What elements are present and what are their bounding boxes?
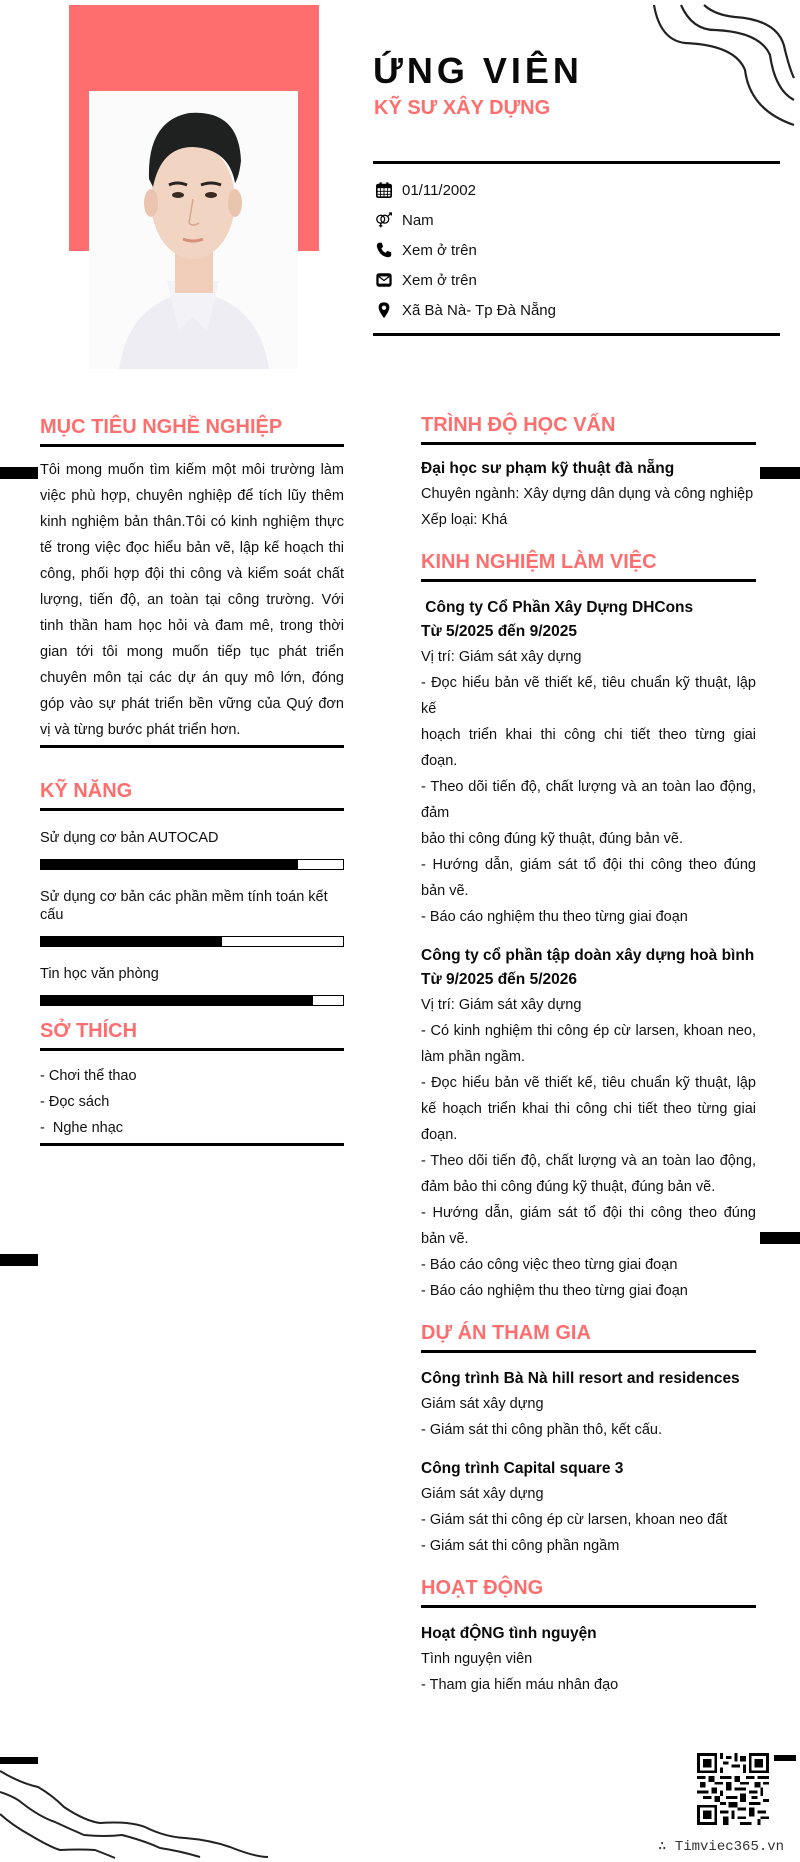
skill-item: [40, 965, 344, 1006]
education-section: [421, 412, 756, 533]
skill-progress-fill: [41, 860, 298, 869]
activity-detail-line: - Tham gia hiến máu nhân đạo: [421, 1677, 619, 1693]
job-entry: [421, 596, 756, 930]
wave-decoration-bottom-left: [0, 1765, 270, 1862]
skill-progress-fill: [41, 937, 222, 946]
job-detail-line: - Báo cáo công việc theo từng giai đoạn: [421, 1257, 678, 1273]
job-period: Từ 5/2025 đến 9/2025: [421, 623, 577, 640]
job-company: Công ty Cổ Phần Xây Dựng DHCons: [421, 599, 694, 616]
skill-progress-bar: [40, 936, 344, 947]
hobby-item: - Chơi thể thao: [40, 1068, 137, 1084]
job-detail-line: - Có kinh nghiệm thi công ép cừ larsen, khoan neo, làm phần ngầm.: [421, 1023, 756, 1065]
project-name: Công trình Bà Nà hill resort and residences: [421, 1370, 740, 1387]
contact-email[interactable]: [374, 265, 774, 295]
hobby-item: - Nghe nhạc: [40, 1120, 124, 1136]
project-role: Giám sát xây dựng: [421, 1396, 544, 1412]
job-entry: [421, 944, 756, 1304]
job-detail-line: - Đọc hiểu bản vẽ thiết kế, tiêu chuẩn kỹ thuật, lập kế hoạch triển khai thi công chi tiết theo từng giai đoạn.: [421, 1075, 756, 1143]
objective-title: MỤC TIÊU NGHỀ NGHIỆP: [40, 414, 344, 447]
job-period: Từ 9/2025 đến 5/2026: [421, 971, 577, 988]
job-detail-line: - Theo dõi tiến độ, chất lượng và an toàn lao động, đảm bảo thi công đúng kỹ thuật, đúng bản vẽ.: [421, 1153, 756, 1195]
job-position: Vị trí: Giám sát xây dựng: [421, 649, 582, 665]
brand-watermark[interactable]: ∴ Timviec365.vn: [658, 1839, 785, 1855]
job-company: Công ty cổ phần tập doàn xây dựng hoà bình: [421, 947, 755, 964]
birthdate-value: 01/11/2002: [402, 181, 476, 199]
wave-decoration-top-right: [640, 0, 800, 130]
job-detail-line: hoạch triển khai thi công chi tiết theo từng giai đoạn.: [421, 727, 756, 769]
education-entry: [421, 457, 756, 533]
calendar-icon: [374, 180, 394, 200]
contact-birthdate: [374, 175, 774, 205]
gender-value: Nam: [402, 211, 434, 229]
projects-title: DỰ ÁN THAM GIA: [421, 1320, 756, 1353]
job-title: KỸ SƯ XÂY DỰNG: [374, 97, 551, 119]
skills-section: [40, 778, 344, 1006]
skills-title: KỸ NĂNG: [40, 778, 344, 811]
left-column: [40, 414, 344, 1146]
activity-entry: [421, 1622, 756, 1698]
phone-value: Xem ở trên: [402, 241, 477, 259]
project-name: Công trình Capital square 3: [421, 1460, 624, 1477]
job-detail-line: - Hướng dẫn, giám sát tổ đội thi công theo đúng bản vẽ.: [421, 1205, 756, 1247]
project-detail-line: - Giám sát thi công phần thô, kết cấu.: [421, 1422, 662, 1438]
education-grade: Xếp loại: Khá: [421, 512, 508, 528]
phone-icon: [374, 240, 394, 260]
decorative-bar: [0, 1757, 38, 1764]
email-icon: [374, 270, 394, 290]
project-entry: [421, 1367, 756, 1443]
skill-progress-fill: [41, 996, 313, 1005]
decorative-bar: [760, 1232, 800, 1244]
gender-icon: [374, 210, 394, 230]
hobby-list: [40, 1063, 344, 1146]
skill-item: [40, 888, 344, 947]
experience-title: KINH NGHIỆM LÀM VIỆC: [421, 549, 756, 582]
job-detail-line: - Báo cáo nghiệm thu theo từng giai đoạn: [421, 1283, 688, 1299]
projects-section: [421, 1320, 756, 1559]
divider: [373, 161, 780, 164]
activity-role: Tình nguyện viên: [421, 1651, 533, 1667]
contact-address: [374, 295, 774, 325]
contact-list: [374, 175, 774, 325]
job-position: Vị trí: Giám sát xây dựng: [421, 997, 582, 1013]
location-icon: [374, 300, 394, 320]
address-value: Xã Bà Nà- Tp Đà Nẵng: [402, 301, 556, 319]
email-value: Xem ở trên: [402, 271, 477, 289]
hobbies-section: [40, 1018, 344, 1146]
contact-phone[interactable]: [374, 235, 774, 265]
skill-item: [40, 829, 344, 870]
activity-name: Hoạt đỘNG tình nguyện: [421, 1625, 597, 1642]
education-major: Chuyên ngành: Xây dựng dân dụng và công nghiệp: [421, 486, 754, 502]
objective-text: Tôi mong muốn tìm kiếm một môi trường làm việc phù hợp, chuyên nghiệp để tích lũy thêm kinh nghiệm bản thân.Tôi có kinh nghiệm thực tế trong việc đọc hiểu bản vẽ, lập kế hoạch thi công, phối hợp đội thi công và kiểm soát chất lượng, tiến độ, an toàn tại công trường. Với tinh thần ham học hỏi và đam mê, trong thời gian tới tôi mong muốn tiếp tục phát triển chuyên môn tại các dự án quy mô lớn, đóng góp vào sự phát triển bền vững của Quý đơn vị và từng bước phát triển hơn.: [40, 457, 344, 748]
skill-progress-bar: [40, 995, 344, 1006]
activities-section: [421, 1575, 756, 1698]
project-entry: [421, 1457, 756, 1559]
decorative-bar: [0, 467, 38, 479]
project-detail-line: - Giám sát thi công phần ngầm: [421, 1538, 620, 1554]
job-detail-line: - Đọc hiểu bản vẽ thiết kế, tiêu chuẩn kỹ thuật, lập kế: [421, 675, 756, 717]
project-detail-line: - Giám sát thi công ép cừ larsen, khoan neo đất: [421, 1512, 728, 1528]
decorative-bar: [760, 467, 800, 479]
job-detail-line: - Hướng dẫn, giám sát tổ đội thi công theo đúng bản vẽ.: [421, 857, 756, 899]
candidate-name: ỨNG VIÊN: [373, 50, 583, 91]
job-detail-line: - Theo dõi tiến độ, chất lượng và an toàn lao động, đảm: [421, 779, 756, 821]
job-detail-line: bảo thi công đúng kỹ thuật, đúng bản vẽ.: [421, 831, 684, 847]
skill-label: Tin học văn phòng: [40, 966, 159, 982]
skill-label: Sử dụng cơ bản các phần mềm tính toán kết cấu: [40, 889, 328, 923]
project-role: Giám sát xây dựng: [421, 1486, 544, 1502]
contact-gender: [374, 205, 774, 235]
hobby-item: - Đọc sách: [40, 1094, 110, 1110]
school-name: Đại học sư phạm kỹ thuật đà nẵng: [421, 460, 675, 477]
education-title: TRÌNH ĐỘ HỌC VẤN: [421, 412, 756, 445]
divider: [373, 333, 780, 336]
hobbies-title: SỞ THÍCH: [40, 1018, 344, 1051]
right-column: [421, 412, 756, 1698]
skill-label: Sử dụng cơ bản AUTOCAD: [40, 830, 219, 846]
skill-progress-bar: [40, 859, 344, 870]
decorative-bar: [774, 1755, 796, 1761]
avatar-photo: [89, 91, 298, 369]
objective-section: [40, 414, 344, 748]
qr-code[interactable]: [697, 1753, 769, 1825]
activities-title: HOẠT ĐỘNG: [421, 1575, 756, 1608]
decorative-bar: [0, 1254, 38, 1266]
experience-section: [421, 549, 756, 1304]
job-detail-line: - Báo cáo nghiệm thu theo từng giai đoạn: [421, 909, 688, 925]
